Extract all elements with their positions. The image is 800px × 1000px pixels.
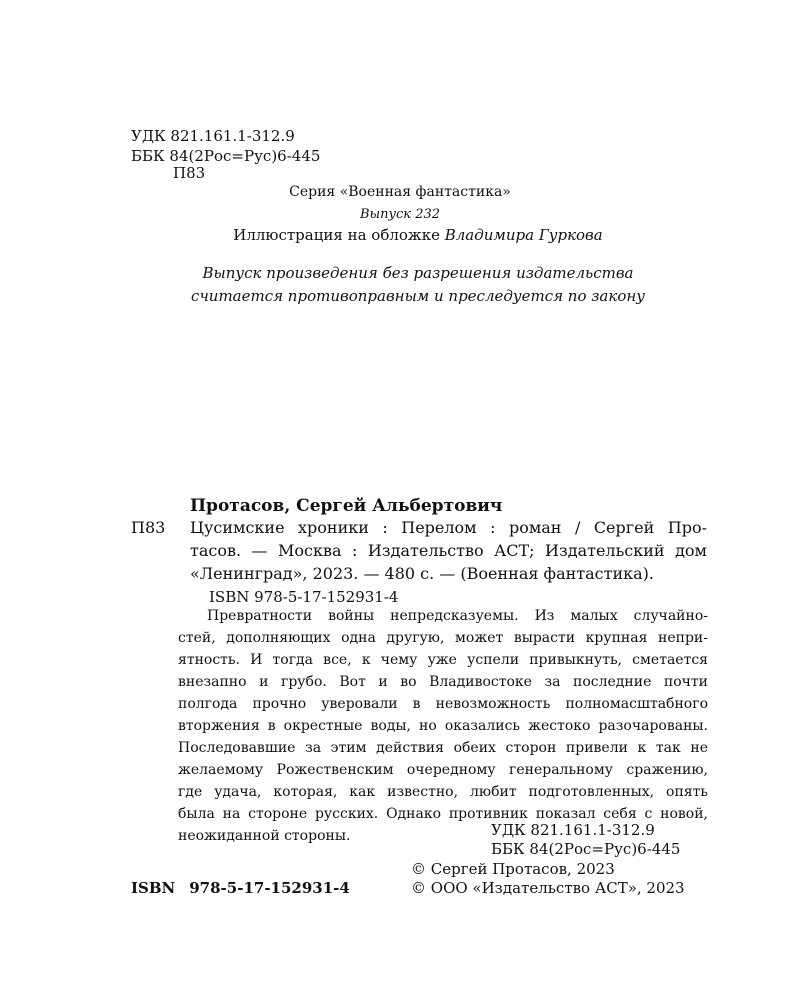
isbn-bottom — [131, 877, 350, 900]
illustration-credit — [0, 224, 800, 247]
author-mark-top: П83 — [173, 164, 206, 182]
annotation-line: Последовавшие за этим действия обеих сторон привели к так не — [178, 740, 708, 756]
legal-warning-line: Выпуск произведения без разрешения издательства — [202, 264, 634, 282]
copyright-publisher: © ООО «Издательство АСТ», 2023 — [411, 879, 685, 897]
bib-isbn: ISBN 978-5-17-152931-4 — [209, 588, 399, 606]
bib-line: Цусимские хроники : Перелом : роман / Сергей Про- — [190, 518, 707, 537]
annotation-line: неожиданной стороны. — [178, 828, 351, 844]
annotation-line: была на стороне русских. Однако противник показал себя с новой, — [178, 806, 708, 822]
series-issue: Выпуск 232 — [359, 207, 441, 222]
udk-code-bottom: УДК 821.161.1-312.9 — [491, 821, 655, 839]
copyright-author: © Сергей Протасов, 2023 — [411, 860, 615, 878]
annotation-line: Превратности войны непредсказуемы. Из малых случайно- — [207, 608, 708, 624]
bib-line: «Ленинград», 2023. — 480 с. — (Военная фантастика). — [190, 564, 655, 583]
bbk-code-top: ББК 84(2Рос=Рус)6-445 — [131, 147, 321, 165]
annotation-line: вторжения в окрестные воды, но оказались жестоко разочарованы. — [178, 718, 708, 734]
bib-line: тасов. — Москва : Издательство АСТ; Издательский дом — [190, 541, 707, 560]
bib-description — [190, 516, 707, 585]
annotation-line: ятность. И тогда все, к чему уже успели привыкнуть, сметается — [178, 652, 708, 668]
legal-warning-line: считается противоправным и преследуется по закону — [191, 287, 645, 305]
series-label: Серия «Военная фантастика» — [289, 184, 511, 200]
isbn-label: ISBN — [131, 879, 176, 897]
annotation-line: желаемому Рожественским очередному генеральному сражению, — [178, 762, 708, 778]
annotation-line: где удача, которая, как известно, любит подготовленных, опять — [178, 784, 708, 800]
bbk-code-bottom: ББК 84(2Рос=Рус)6-445 — [491, 840, 681, 858]
illustration-artist: Владимира Гуркова — [444, 226, 603, 244]
bib-author: Протасов, Сергей Альбертович — [190, 496, 503, 516]
bib-author-mark: П83 — [131, 518, 166, 537]
udk-code-top: УДК 821.161.1-312.9 — [131, 127, 295, 145]
annotation-line: стей, дополняющих одна другую, может вырасти крупная непри- — [178, 630, 708, 646]
annotation — [178, 605, 708, 847]
annotation-line: полгода прочно уверовали в невозможность полномасштабного — [178, 696, 708, 712]
annotation-line: внезапно и грубо. Вот и во Владивостоке за последние почти — [178, 674, 708, 690]
isbn-number: 978-5-17-152931-4 — [189, 879, 350, 897]
illustration-prefix: Иллюстрация на обложке — [233, 226, 445, 244]
legal-warning — [0, 262, 800, 308]
